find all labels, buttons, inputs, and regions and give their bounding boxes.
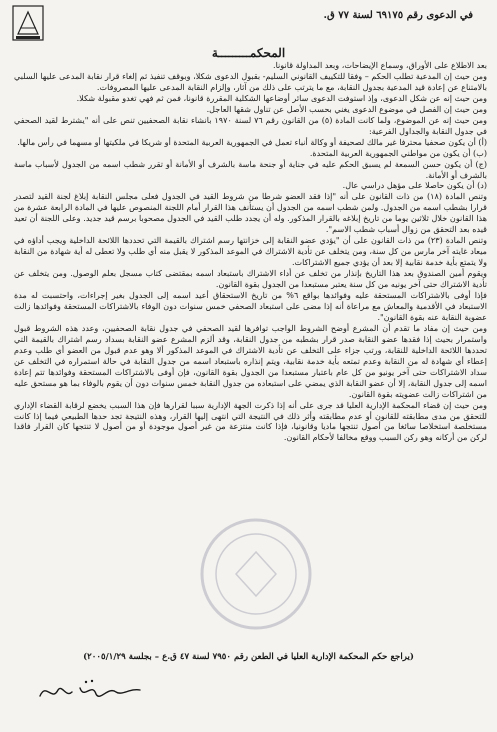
- paragraph: (ج) أن يكون حسن السمعة لم يسبق الحكم عليه في جناية أو جنحة ماسة بالشرف أو الأمانة أو تقرر شطب اسمه من الجدول لأسباب ماسة بالشرف أو الأمانة.: [14, 158, 487, 180]
- case-number: في الدعوى رقم ٦٩١٧٥ لسنة ٧٧ ق.: [323, 10, 473, 21]
- round-seal-icon: [196, 514, 316, 634]
- paragraph: وتنص المادة (١٨) من ذات القانون على أنه "إذا فقد العضو شرطا من شروط القيد في الجدول فعلى مجلس النقابة إبلاغ لجنة القيد لتصدر قرارا بشطب اسمه من الجدول. ولمن شطب اسمه من الجدول أن يستأنف هذا القرار أمام اللجنة المنصوص عليها في المادة الرابعة عشرة من هذا القانون خلال ثلاثين يوما من تاريخ إبلاغه بالقرار المذكور. وله أن يجدد طلب القيد في الجدول مصحوبا برسم قيد جديد. وعلى اللجنة أن تعيد قيده بعد التحقق من زوال أسباب شطب الاسم".: [14, 191, 487, 235]
- paragraph: ومن حيث إنه عن شكل الدعوى، وإذ استوفت الدعوى سائر أوضاعها الشكلية المقررة قانونا، فمن ثم فهي تغدو مقبولة شكلا.: [76, 92, 487, 103]
- paragraph: ومن حيث إن الفصل في موضوع الدعوى يغني بحسب الأصل عن تناول شقها العاجل.: [206, 103, 487, 114]
- judgment-body: [14, 60, 487, 443]
- court-emblem-icon: [10, 4, 46, 44]
- citation: (يراجع حكم المحكمة الإدارية العليا في الطعن رقم ٧٩٥٠ لسنة ٤٧ ق.ع – بجلسة ٢٠٠٥/١/٢٩): [83, 652, 414, 662]
- paragraph: (د) أن يكون حاصلا على مؤهل دراسي عال.: [342, 180, 487, 191]
- paragraph: ومن حيث إن قضاء المحكمة الإدارية العليا قد جرى على أنه إذا ذكرت الجهة الإدارية سببا لقرارها فإن هذا السبب يخضع لرقابة القضاء الإداري للتحقق من مدى مطابقته للقانون أو عدم مطابقته وأثر ذلك في النتيجة التي انتهى إليها القرار، وهذه النتيجة تجد حدها الطبيعي فيما إذا كانت مستخلصة استخلاصا سائغا من أصول تنتجها ماديا وقانونيا، فإذا كانت منتزعة من غير أصول موجودة أو من أصول لا تنتجها كان القرار فاقدا لركن من أركانه وهو ركن السبب ووقع مخالفا لأحكام القانون.: [14, 399, 487, 443]
- page-title: المحكمـــــــــة: [211, 46, 286, 60]
- paragraph: ويقوم أمين الصندوق بعد هذا التاريخ بإنذار من تخلف عن أداء الاشتراك باستبعاد اسمه بمقتضى كتاب مسجل بعلم الوصول. ومن يتخلف عن تأدية الاشتراك حتى آخر يونيه من كل سنة يعتبر مستبعدا من الجدول بقوة القانون.: [14, 268, 487, 290]
- paragraph: وتنص المادة (٢٣) من ذات القانون على أن "يؤدي عضو النقابة إلى خزانتها رسم اشتراك بالقيمة التي تحددها اللائحة الداخلية ويجب أداؤه في ميعاد غايته آخر مارس من كل سنة، ومن يتخلف عن تأدية الاشتراك في الموعد المذكور لا يقبل منه أي طلب ولا تعطى له أية شهادة من النقابة ولا يتمتع بأية خدمة نقابية إلا بعد أن يؤدي جميع الاشتراكات.: [14, 235, 487, 268]
- paragraph: ومن حيث إن مفاد ما تقدم أن المشرع أوضح الشروط الواجب توافرها لقيد الصحفي في جدول نقابة الصحفيين، وعدد هذه الشروط قبول واستمرار بحيث إذا فقدها عضو النقابة صدر قرار بشطبه من جدول النقابة، وقد ألزم المشرع عضو النقابة بسداد رسم اشتراك بالقيمة التي تحددها اللائحة الداخلية للنقابة، ورتب جزاء على التخلف عن تأدية الاشتراك في الموعد المذكور ألا وهو عدم قبول من العضو أي طلب وعدم إعطاء أي شهادة له من النقابة وعدم تمتعه بأية خدمة نقابية، ويتم إنذاره باستبعاد اسمه من جدول النقابة في حالة استمراره في التخلف عن سداد الاشتراكات حتى آخر يونيو من كل عام باعتبار مستبعدا من الجدول بقوة القانون، فإن أوفى بالاشتراكات المستحقة وفوائدها تتم إعادة اسمه إلى جدول النقابة، إلا أن عضو النقابة الذي يمضي على استبعاده من جدول النقابة خمس سنوات دون أن يقوم بالوفاء بما هو مستحق عليه من اشتراكات زالت عضويته بقوة القانون.: [14, 322, 487, 399]
- paragraph: ومن حيث إن المدعية تطلب الحكم – وفقا للتكييف القانوني السليم- بقبول الدعوى شكلا، وبوقف تنفيذ ثم إلغاء قرار نقابة المدعى عليها السلبي بالامتناع عن إعادة قيد المدعية بجدول النقابة، مع ما يترتب على ذلك من آثار، وإلزام النقابة المدعى عليها المصروفات.: [14, 70, 487, 92]
- paragraph: (أ) أن يكون صحفيا محترفا غير مالك لصحيفة أو وكالة أنباء تعمل في الجمهورية العربية المتحدة أو شريكا في ملكيتها أو مسهما في رأس مالها.: [17, 136, 487, 147]
- paragraph: فإذا أوفى بالاشتراكات المستحقة عليه وفوائدها بواقع ٦% من تاريخ الاستحقاق أعيد اسمه إلى الجدول بغير إجراءات، واحتسبت له مدة الاستبعاد في الأقدمية والمعاش مع مراعاة أنه إذا مضى على استبعاد الصحفي خمس سنوات دون الوفاء بالاشتراكات المستحقة وفوائدها زالت عضوية النقابة عنه بقوة القانون".: [14, 290, 487, 322]
- paragraph: (ب) أن يكون من مواطني الجمهورية العربية المتحدة.: [309, 147, 487, 158]
- paragraph: بعد الاطلاع على الأوراق، وسماع الإيضاحات، وبعد المداولة قانونا.: [273, 60, 487, 70]
- handwritten-signature-icon: [36, 676, 146, 706]
- paragraph: ومن حيث إنه عن الموضوع، ولما كانت المادة (٥) من القانون رقم ٧٦ لسنة ١٩٧٠ بانشاء نقابة الصحفيين تنص على أنه "يشترط لقيد الصحفي في جدول النقابة والجداول الفرعية:: [14, 114, 488, 136]
